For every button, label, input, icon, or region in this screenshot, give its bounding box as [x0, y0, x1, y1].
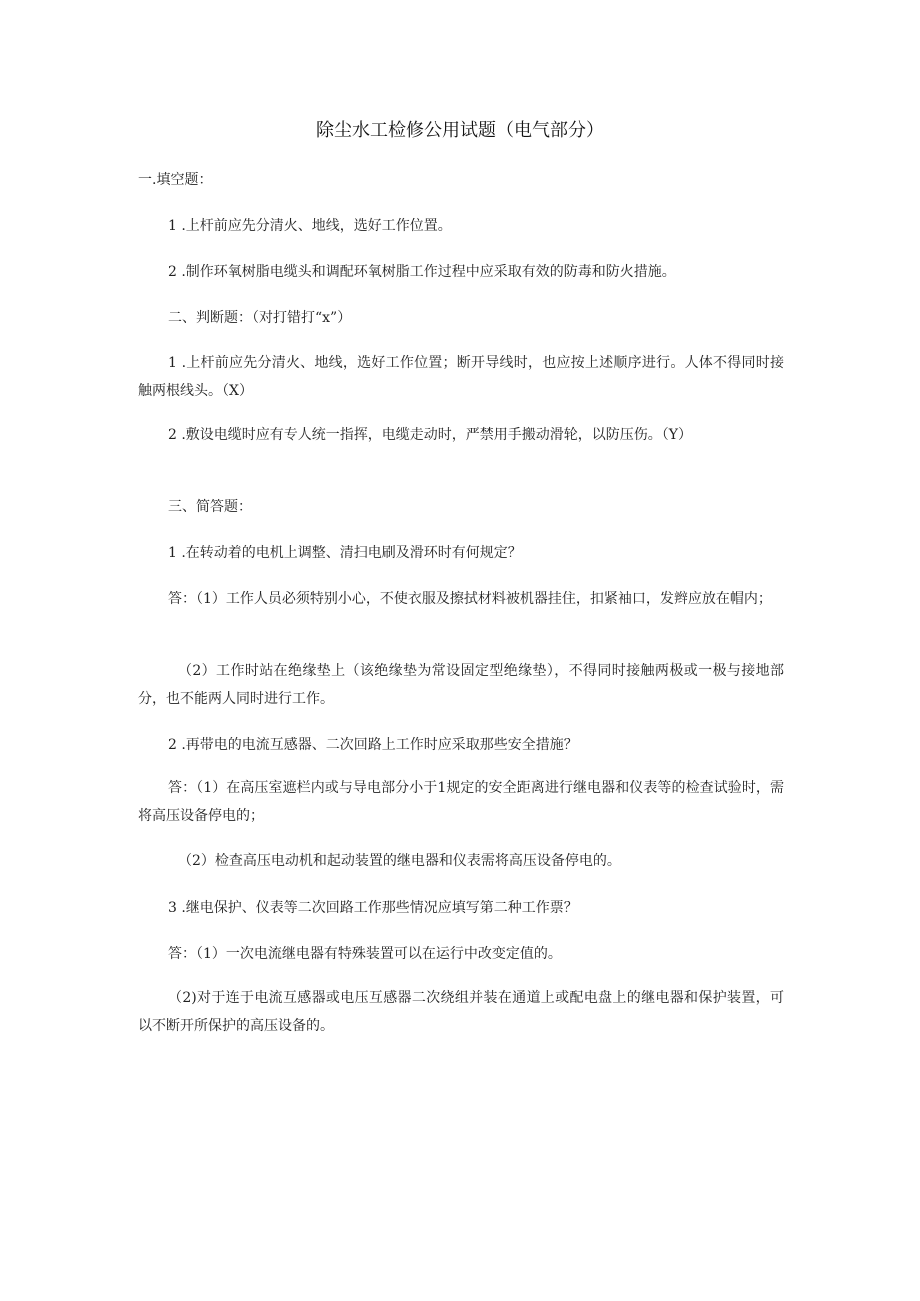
- short-answer-2-part-1: 答：（1）在高压室遮栏内或与导电部分小于1规定的安全距离进行继电器和仪表等的检查试验时，需将高压设备停电的；: [138, 780, 784, 824]
- judge-question-2: 2 .敷设电缆时应有专人统一指挥，电缆走动时，严禁用手搬动滑轮，以防压伤。（Y）: [168, 427, 693, 443]
- fill-question-2: 2 .制作环氧树脂电缆头和调配环氧树脂工作过程中应采取有效的防毒和防火措施。: [168, 264, 676, 280]
- judge-question-1: 1 .上杆前应先分清火、地线，选好工作位置；断开导线时，也应按上述顺序进行。人体不得同时接触两根线头。（X）: [138, 355, 784, 399]
- document-title: 除尘水工检修公用试题（电气部分）: [316, 120, 604, 141]
- short-question-3: 3 .继电保护、仪表等二次回路工作那些情况应填写第二种工作票？: [168, 900, 578, 916]
- short-answer-1-part-2: （2）工作时站在绝缘垫上（该绝缘垫为常设固定型绝缘垫），不得同时接触两极或一极与接地部分，也不能两人同时进行工作。: [138, 663, 784, 707]
- short-answer-1-part-1: 答：（1）工作人员必须特别小心，不使衣服及擦拭材料被机器挂住，扣紧袖口，发辫应放在帽内；: [168, 591, 772, 607]
- fill-heading: 一.填空题：: [138, 172, 213, 188]
- short-answer-3-part-2: （2)对于连于电流互感器或电压互感器二次绕组并装在通道上或配电盘上的继电器和保护装置，可以不断开所保护的高压设备的。: [138, 990, 784, 1034]
- short-heading: 三、简答题：: [168, 499, 252, 515]
- short-question-2: 2 .再带电的电流互感器、二次回路上工作时应采取那些安全措施？: [168, 737, 578, 753]
- short-answer-3-part-1: 答：（1）一次电流继电器有特殊装置可以在运行中改变定值的。: [168, 946, 562, 962]
- fill-question-1: 1 .上杆前应先分清火、地线，选好工作位置。: [168, 218, 452, 234]
- judge-heading: 二、判断题：（对打错打“x”）: [168, 310, 352, 326]
- short-question-1: 1 .在转动着的电机上调整、清扫电刷及滑环时有何规定？: [168, 545, 522, 561]
- short-answer-2-part-2: （2）检查高压电动机和起动装置的继电器和仪表需将高压设备停电的。: [178, 853, 621, 869]
